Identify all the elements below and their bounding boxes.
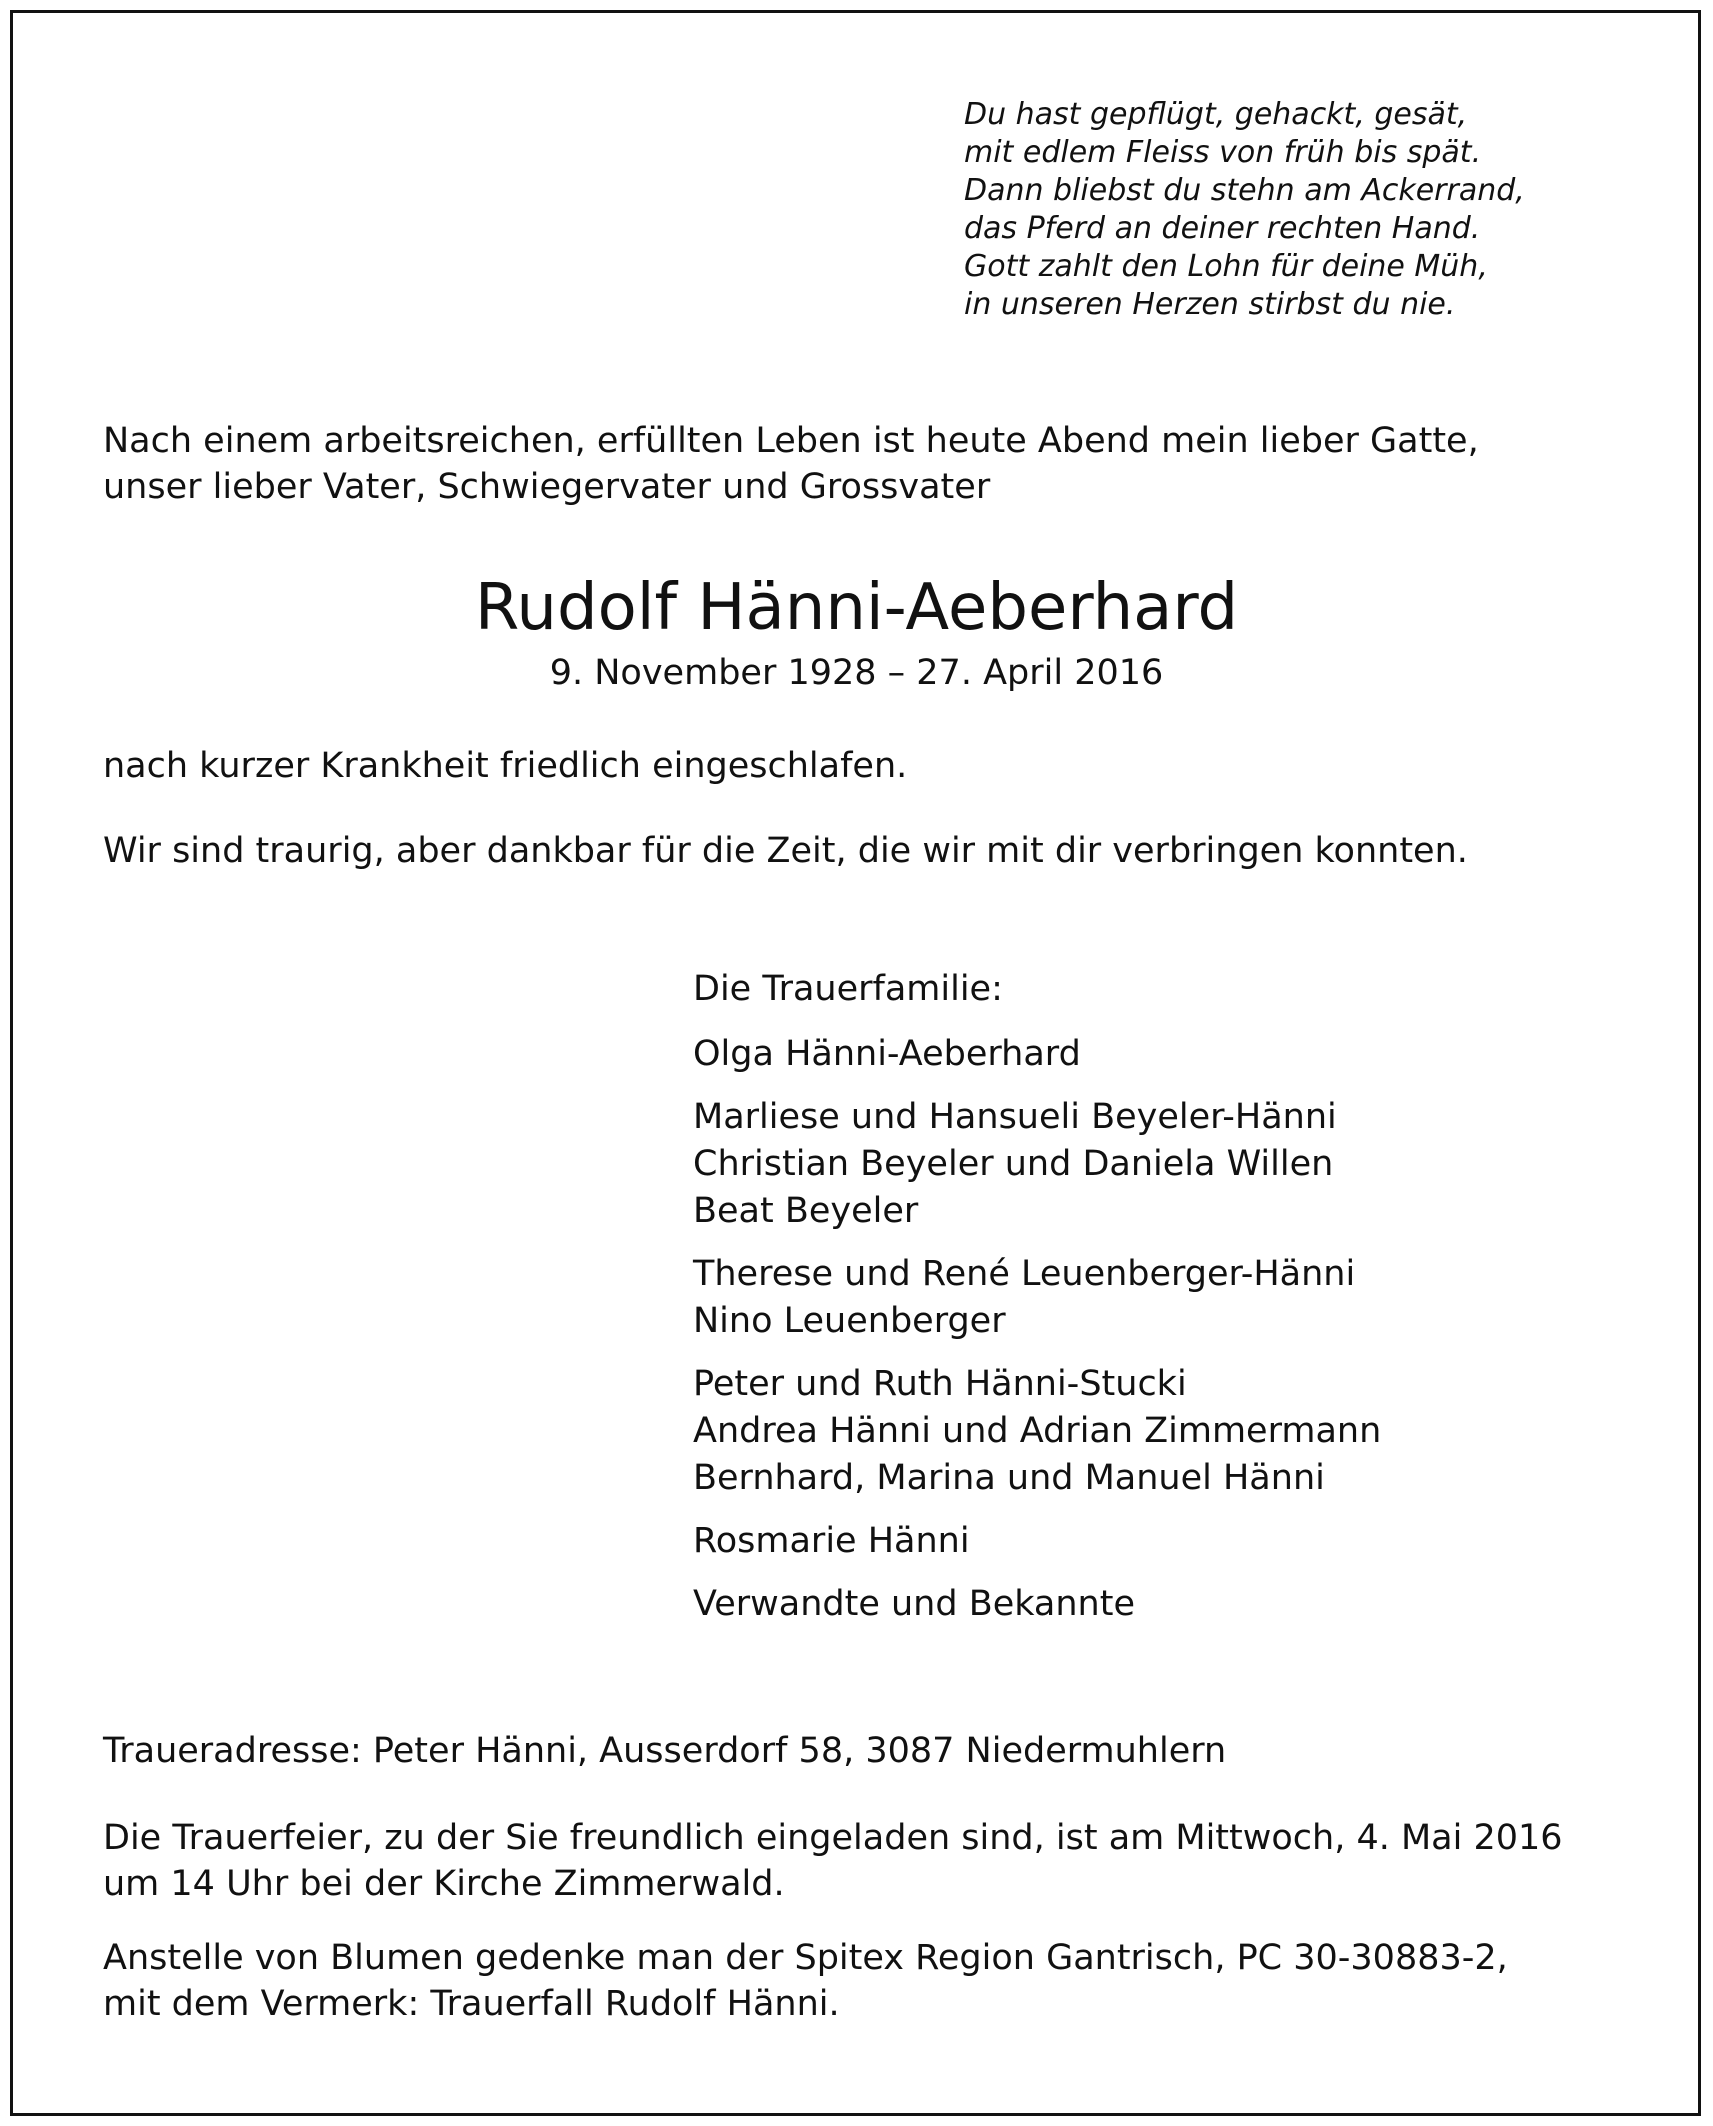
family-member: Rosmarie Hänni (693, 1521, 970, 1561)
family-group (693, 1251, 1381, 1345)
poem-line: mit edlem Fleiss von früh bis spät. (964, 135, 1482, 170)
intro-line: Nach einem arbeitsreichen, erfüllten Leben ist heute Abend mein lieber Gatte, (103, 421, 1479, 461)
family-member: Bernhard, Marina und Manuel Hänni (693, 1458, 1325, 1498)
family-group (693, 1581, 1381, 1628)
family-member: Nino Leuenberger (693, 1301, 1006, 1341)
family-group (693, 1031, 1381, 1078)
family-member: Therese und René Leuenberger-Hänni (693, 1254, 1356, 1294)
poem-line: Gott zahlt den Lohn für deine Müh, (964, 249, 1488, 284)
poem-line: Dann bliebst du stehn am Ackerrand, (964, 173, 1525, 208)
deceased-name: Rudolf Hänni-Aeberhard (474, 571, 1239, 645)
family-member: Verwandte und Bekannte (693, 1584, 1135, 1624)
poem-line: das Pferd an deiner rechten Hand. (964, 211, 1481, 246)
family-list (693, 966, 1381, 1644)
donation-paragraph (103, 1935, 1508, 2027)
gratitude-text: Wir sind traurig, aber dankbar für die Zeit, die wir mit dir verbringen konnten. (103, 831, 1468, 871)
family-member: Olga Hänni-Aeberhard (693, 1034, 1081, 1074)
donation-line: mit dem Vermerk: Trauerfall Rudolf Hänni. (103, 1984, 840, 2024)
family-member: Marliese und Hansueli Beyeler-Hänni (693, 1097, 1337, 1137)
ceremony-line: um 14 Uhr bei der Kirche Zimmerwald. (103, 1864, 785, 1904)
family-member: Peter und Ruth Hänni-Stucki (693, 1364, 1187, 1404)
poem (964, 96, 1525, 324)
intro-line: unser lieber Vater, Schwiegervater und Grossvater (103, 467, 991, 507)
ceremony-paragraph (103, 1815, 1563, 1907)
ceremony-line: Die Trauerfeier, zu der Sie freundlich eingeladen sind, ist am Mittwoch, 4. Mai 2016 (103, 1818, 1563, 1858)
poem-line: in unseren Herzen stirbst du nie. (964, 287, 1456, 322)
poem-line: Du hast gepflügt, gehackt, gesät, (964, 97, 1468, 132)
family-group (693, 1094, 1381, 1235)
life-dates: 9. November 1928 – 27. April 2016 (549, 653, 1164, 693)
family-group (693, 1361, 1381, 1502)
family-member: Andrea Hänni und Adrian Zimmermann (693, 1411, 1382, 1451)
statement-text: nach kurzer Krankheit friedlich eingeschlafen. (103, 746, 908, 786)
address-text: Traueradresse: Peter Hänni, Ausserdorf 58, 3087 Niedermuhlern (103, 1731, 1227, 1771)
family-member: Beat Beyeler (693, 1191, 919, 1231)
intro-paragraph (103, 418, 1479, 510)
family-group (693, 1518, 1381, 1565)
family-heading: Die Trauerfamilie: (693, 969, 1003, 1009)
family-member: Christian Beyeler und Daniela Willen (693, 1144, 1334, 1184)
donation-line: Anstelle von Blumen gedenke man der Spitex Region Gantrisch, PC 30-30883-2, (103, 1938, 1508, 1978)
